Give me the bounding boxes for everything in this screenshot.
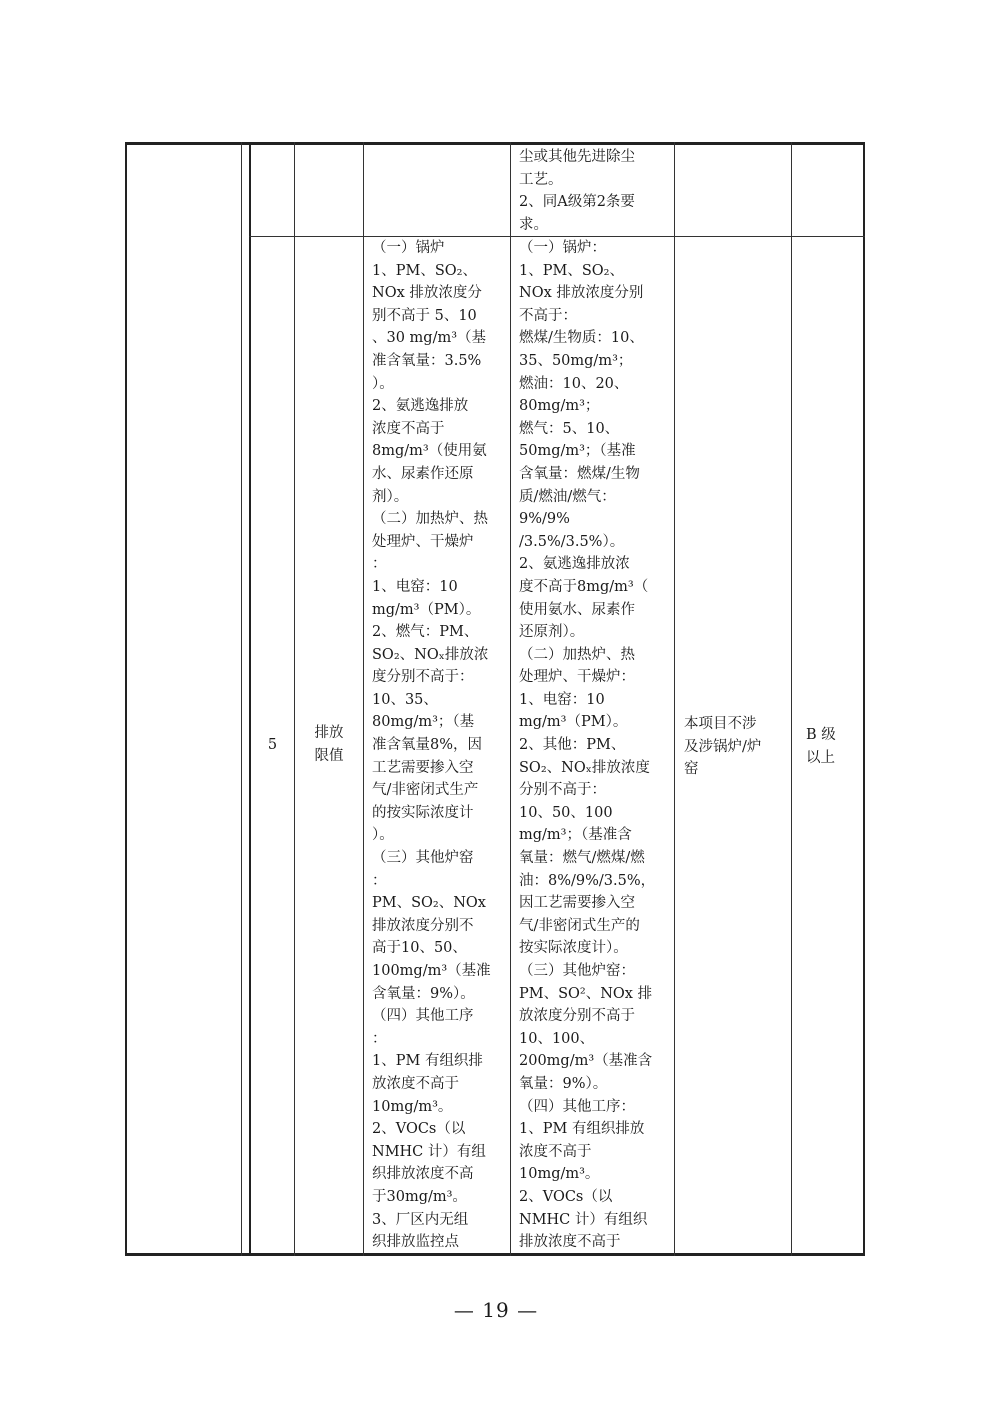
page-number: — 19 — [453,1298,539,1322]
row-col6-text: B 级 以上 [806,727,836,766]
row-col3-text: （一）锅炉 1、PM、SO₂、 NOx 排放浓度分 别不高于 5、10 、30 mg/m³（基 准含氧量：3.5% ）。 2、氨逃逸排放 浓度不高于 8mg/m³（使用氨 水、尿素作还原 剂）。 （二）加热炉、热 处理炉、干燥炉 ： 1、电窑：10 mg/m³（PM）。 2、燃气：PM、 SO₂、NOₓ排放浓 度分别不高于： 10、35、 80mg/m³；（基 准含氧量8%，因 工艺需要掺入空 气/非密闭式生产 的按实际浓度计 ）。 （三）其他炉窑 ： PM、SO₂、NOx 排放浓度分别不 高于10、50、 100mg/m³（基准 含氧量：9%）。 （四）其他工序 ： 1、PM 有组织排 放浓度不高于 10mg/m³。 2、VOCs（以 NMHC 计）有组 织排放浓度不高 于30mg/m³。 3、厂区内无组 织排放监控点 [372,240,491,1251]
table-top-rule [125,142,865,145]
row-item-label: 排放 限值 [314,725,344,764]
col-line-6 [674,142,675,1256]
col-line-7 [791,142,792,1256]
col-line-1 [241,142,242,1256]
top-row-col4-text: 尘或其他先进除尘 工艺。 2、同A级第2条要 求。 [519,149,635,233]
col-line-5 [510,142,511,1256]
col-line-4 [363,142,364,1256]
row-col4-text: （一）锅炉： 1、PM、SO₂、 NOx 排放浓度分别 不高于： 燃煤/生物质：10、 35、50mg/m³； 燃油：10、20、 80mg/m³； 燃气：5、10、 50mg/m³；（基准 含氧量：燃煤/生物 质/燃油/燃气： 9%/9% /3.5%/3.5%）。 2、氨逃逸排放浓 度不高于8mg/m³（ 使用氨水、尿素作 还原剂）。 （二）加热炉、热 处理炉、干燥炉： 1、电窑：10 mg/m³（PM）。 2、其他：PM、 SO₂、NOₓ排放浓度 分别不高于： 10、50、100 mg/m³；（基准含 氧量：燃气/燃煤/燃 油：8%/9%/3.5%， 因工艺需要掺入空 气/非密闭式生产的 按实际浓度计）。 （三）其他炉窑： PM、SO²、NOx 排 放浓度分别不高于 10、100、 200mg/m³（基准含 氧量：9%）。 （四）其他工序： 1、PM 有组织排放 浓度不高于 10mg/m³。 2、VOCs（以 NMHC 计）有组织 排放浓度不高于 [519,240,656,1251]
table-bottom-rule [125,1253,865,1256]
row-col5-text: 本项目不涉 及涉锅炉/炉 窑 [684,716,762,778]
row-index: 5 [267,736,278,753]
